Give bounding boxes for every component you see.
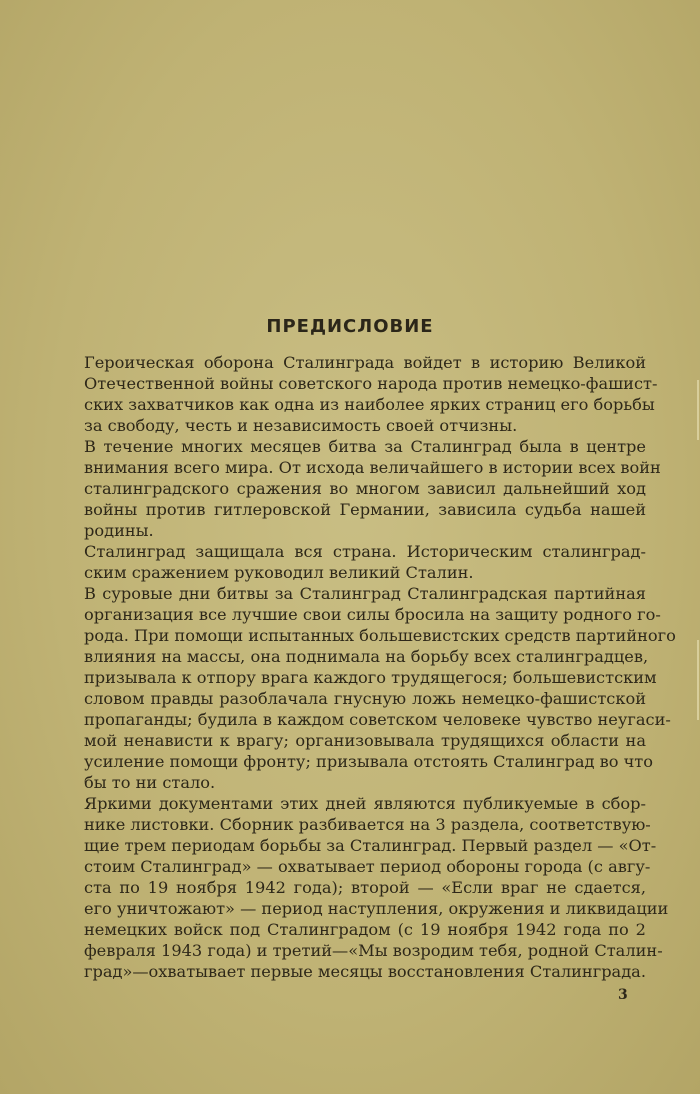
text-line: родины. bbox=[84, 521, 154, 540]
page-edge-mark bbox=[697, 640, 699, 720]
paragraph bbox=[52, 436, 661, 541]
text-line: немецких войск под Сталинградом (с 19 ноября 1942 года по 2 bbox=[84, 920, 646, 939]
text-line: нике листовки. Сборник разбивается на 3 раздела, соответствую- bbox=[84, 815, 651, 834]
page-heading: ПРЕДИСЛОВИЕ bbox=[266, 316, 434, 337]
text-line: Яркими документами этих дней являются публикуемые в сбор- bbox=[84, 794, 646, 813]
text-line: войны против гитлеровской Германии, зависила судьба нашей bbox=[84, 500, 646, 519]
paragraph bbox=[52, 541, 646, 583]
text-line: за свободу, честь и независимость своей отчизны. bbox=[84, 416, 518, 435]
text-line: ских захватчиков как одна из наиболее ярких страниц его борьбы bbox=[84, 395, 655, 414]
text-line: бы то ни стало. bbox=[84, 773, 216, 792]
text-line: В суровые дни битвы за Сталинград Сталинградская партийная bbox=[84, 584, 646, 603]
text-line: сталинградского сражения во многом зависил дальнейший ход bbox=[84, 479, 646, 498]
text-line: словом правды разоблачала гнусную ложь немецко-фашистской bbox=[84, 689, 646, 708]
text-line: ским сражением руководил великий Сталин. bbox=[84, 563, 474, 582]
page-number: 3 bbox=[618, 987, 628, 1003]
text-line: внимания всего мира. От исхода величайшего в истории всех войн bbox=[84, 458, 661, 477]
text-line: стоим Сталинград» — охватывает период обороны города (с авгу- bbox=[84, 857, 651, 876]
text-line: Сталинград защищала вся страна. Историческим сталинград- bbox=[84, 542, 646, 561]
text-line: мой ненависти к врагу; организовывала трудящихся области на bbox=[84, 731, 646, 750]
text-line: призывала к отпору врага каждого трудящегося; большевистским bbox=[84, 668, 657, 687]
page-edge-mark bbox=[697, 380, 699, 440]
text-line: февраля 1943 года) и третий—«Мы возродим тебя, родной Сталин- bbox=[84, 941, 663, 960]
text-line: рода. При помощи испытанных большевистских средств партийного bbox=[84, 626, 676, 645]
text-line: его уничтожают» — период наступления, окружения и ликвидации bbox=[84, 899, 669, 918]
text-line: ста по 19 ноября 1942 года); второй — «Если враг не сдается, bbox=[84, 878, 646, 897]
text-line: пропаганды; будила в каждом советском человеке чувство неугаси- bbox=[84, 710, 671, 729]
text-line: град»—охватывает первые месяцы восстановления Сталинграда. bbox=[84, 962, 646, 981]
paragraph bbox=[52, 793, 669, 982]
text-line: влияния на массы, она поднимала на борьбу всех сталинградцев, bbox=[84, 647, 649, 666]
text-line: усиление помощи фронту; призывала отстоять Сталинград во что bbox=[84, 752, 654, 771]
paragraph bbox=[52, 352, 658, 436]
text-line: Героическая оборона Сталинграда войдет в историю Великой bbox=[84, 353, 646, 372]
text-line: щие трем периодам борьбы за Сталинград. Первый раздел — «От- bbox=[84, 836, 657, 855]
text-line: Отечественной войны советского народа против немецко-фашист- bbox=[84, 374, 658, 393]
preface-text bbox=[52, 352, 676, 982]
paragraph bbox=[52, 583, 676, 793]
text-line: В течение многих месяцев битва за Сталинград была в центре bbox=[84, 437, 646, 456]
text-line: организация все лучшие свои силы бросила на защиту родного го- bbox=[84, 605, 661, 624]
